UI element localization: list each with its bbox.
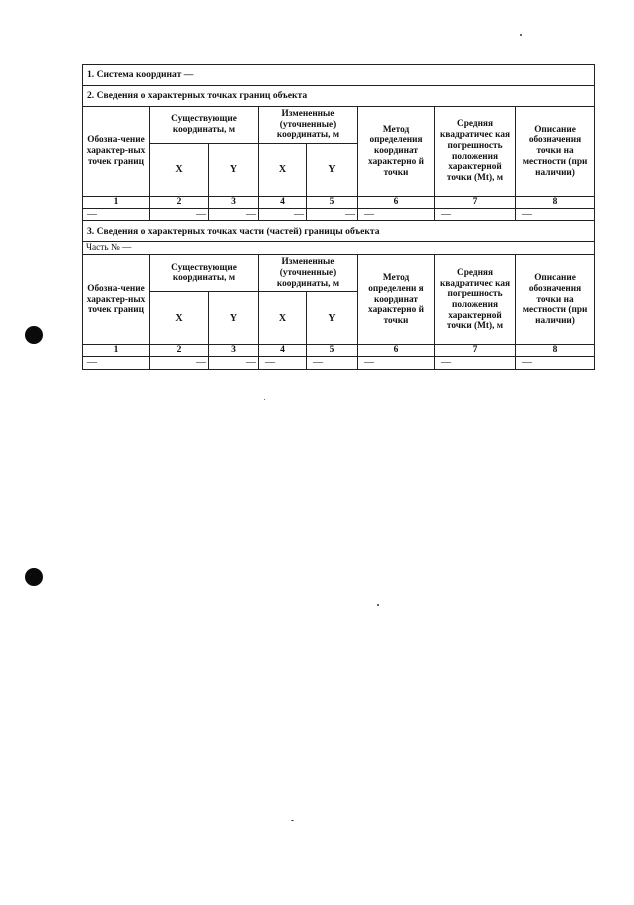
- header-changed-x: X: [259, 292, 307, 345]
- header-existing-x: X: [150, 144, 209, 197]
- boundary-points-form: [82, 64, 595, 370]
- header-method: Метод определения координат характерно й точки: [358, 107, 435, 197]
- header-changed-y: Y: [307, 144, 358, 197]
- header-point-designation: Обозна-чение характер-ных точек границ: [83, 255, 150, 345]
- column-number: 3: [209, 345, 259, 357]
- table-cell: —: [209, 357, 259, 370]
- header-mean-error: Средняя квадратичес кая погрешность положения характерной точки (Mt), м: [435, 107, 516, 197]
- table-cell: —: [307, 357, 358, 370]
- column-number: 3: [209, 197, 259, 209]
- column-number: 1: [83, 197, 150, 209]
- header-method: Метод определени я координат характерно й точки: [358, 255, 435, 345]
- column-number: 8: [516, 345, 595, 357]
- section-part-points-title: 3. Сведения о характерных точках части (частей) границы объекта: [83, 221, 595, 242]
- section-coordinate-system: 1. Система координат —: [83, 65, 595, 86]
- scan-speck: [264, 399, 265, 400]
- table-cell: —: [516, 208, 595, 221]
- column-numbers-row: [83, 345, 595, 357]
- column-number: 4: [259, 197, 307, 209]
- table-cell: —: [435, 208, 516, 221]
- punch-hole: [25, 568, 43, 586]
- scan-speck: [520, 34, 522, 36]
- table-cell: —: [259, 208, 307, 221]
- column-numbers-row: [83, 197, 595, 209]
- column-number: 7: [435, 197, 516, 209]
- header-mean-error: Средняя квадратичес кая погрешность положения характерной точки (Mt), м: [435, 255, 516, 345]
- scan-speck: [291, 820, 294, 821]
- punch-hole: [25, 326, 43, 344]
- table-cell: —: [150, 208, 209, 221]
- column-number: 5: [307, 345, 358, 357]
- column-number: 2: [150, 197, 209, 209]
- table-cell: —: [358, 357, 435, 370]
- header-changed-coordinates: Измененные (уточненные) координаты, м: [259, 255, 358, 292]
- table-cell: —: [358, 208, 435, 221]
- header-existing-y: Y: [209, 292, 259, 345]
- header-existing-coordinates: Существующие координаты, м: [150, 107, 259, 144]
- table-row: [83, 357, 595, 370]
- column-number: 2: [150, 345, 209, 357]
- header-existing-y: Y: [209, 144, 259, 197]
- column-number: 4: [259, 345, 307, 357]
- table-cell: —: [259, 357, 307, 370]
- header-changed-x: X: [259, 144, 307, 197]
- column-number: 6: [358, 345, 435, 357]
- header-existing-coordinates: Существующие координаты, м: [150, 255, 259, 292]
- section-boundary-points-title: 2. Сведения о характерных точках границ объекта: [83, 86, 595, 107]
- table-cell: —: [150, 357, 209, 370]
- column-number: 5: [307, 197, 358, 209]
- column-number: 1: [83, 345, 150, 357]
- column-number: 7: [435, 345, 516, 357]
- table-cell: —: [516, 357, 595, 370]
- table-cell: —: [209, 208, 259, 221]
- table-cell: —: [435, 357, 516, 370]
- table-cell: —: [83, 357, 150, 370]
- table-row: [83, 208, 595, 221]
- header-changed-coordinates: Измененные (уточненные) координаты, м: [259, 107, 358, 144]
- column-number: 8: [516, 197, 595, 209]
- header-point-designation: Обозна-чение характер-ных точек границ: [83, 107, 150, 197]
- header-changed-y: Y: [307, 292, 358, 345]
- header-description: Описание обозначения точки на местности (при наличии): [516, 255, 595, 345]
- scan-speck: [377, 604, 379, 606]
- part-number: Часть № —: [83, 242, 595, 255]
- table-cell: —: [307, 208, 358, 221]
- header-existing-x: X: [150, 292, 209, 345]
- table-cell: —: [83, 208, 150, 221]
- header-description: Описание обозначения точки на местности (при наличии): [516, 107, 595, 197]
- column-number: 6: [358, 197, 435, 209]
